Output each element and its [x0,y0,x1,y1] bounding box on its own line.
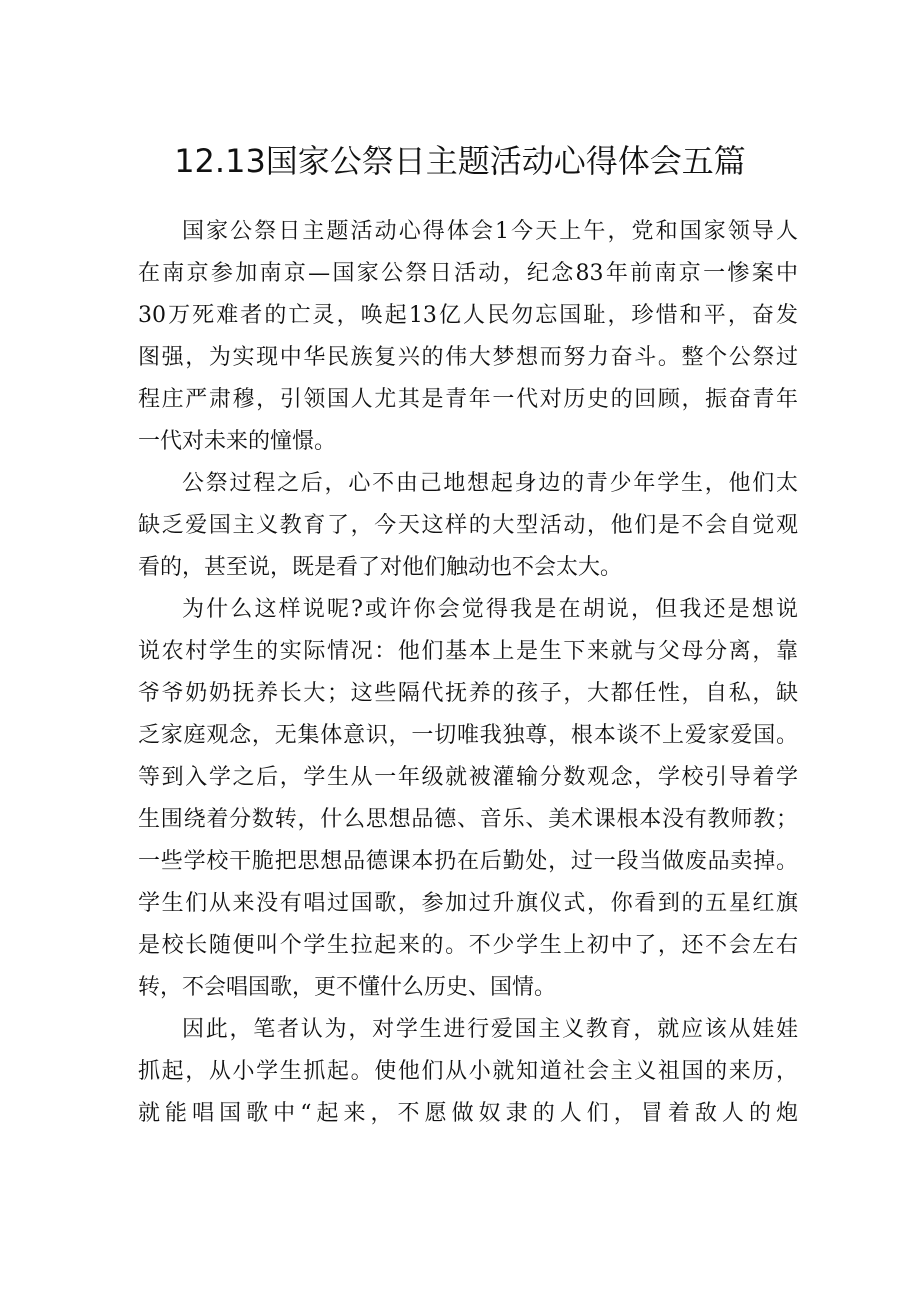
paragraph-line: 学生们从来没有唱过国歌，参加过升旗仪式，你看到的五星红旗 [138,891,798,916]
paragraph-line: 一些学校干脆把思想品德课本扔在后勤处，过一段当做废品卖掉。 [138,849,798,874]
paragraph-line: 转，不会唱国歌，更不懂什么历史、国情。 [138,975,557,1000]
paragraph-line: 缺乏爱国主义教育了，今天这样的大型活动，他们是不会自觉观 [138,513,798,538]
paragraph-line: 30万死难者的亡灵，唤起13亿人民勿忘国耻，珍惜和平，奋发 [138,303,798,328]
document-body [138,211,798,1135]
paragraph-line: 公祭过程之后，心不由己地想起身边的青少年学生，他们太 [182,471,798,496]
paragraph-line: 说农村学生的实际情况：他们基本上是生下来就与父母分离，靠 [138,639,798,664]
paragraph-line: 乏家庭观念，无集体意识，一切唯我独尊，根本谈不上爱家爱国。 [138,723,798,748]
paragraph-line: 爷爷奶奶抚养长大；这些隔代抚养的孩子，大都任性，自私，缺 [138,681,798,706]
page-title: 12.13国家公祭日主题活动心得体会五篇 [174,142,746,181]
paragraph-line: 图强，为实现中华民族复兴的伟大梦想而努力奋斗。整个公祭过 [138,345,798,370]
paragraph-line: 生围绕着分数转，什么思想品德、音乐、美术课根本没有教师教； [138,807,798,832]
paragraph-line: 国家公祭日主题活动心得体会1今天上午，党和国家领导人 [182,219,798,244]
paragraph-line: 是校长随便叫个学生拉起来的。不少学生上初中了，还不会左右 [138,933,798,958]
paragraph-line: 抓起，从小学生抓起。使他们从小就知道社会主义祖国的来历， [138,1059,798,1084]
paragraph-line: 就能唱国歌中“起来，不愿做奴隶的人们，冒着敌人的炮 [138,1101,798,1126]
paragraph-line: 因此，笔者认为，对学生进行爱国主义教育，就应该从娃娃 [182,1017,798,1042]
paragraph-line: 等到入学之后，学生从一年级就被灌输分数观念，学校引导着学 [138,765,798,790]
paragraph-line: 一代对未来的憧憬。 [138,429,337,454]
paragraph-line: 看的，甚至说，既是看了对他们触动也不会太大。 [138,555,623,580]
paragraph-line: 程庄严肃穆，引领国人尤其是青年一代对历史的回顾，振奋青年 [138,387,798,412]
paragraph-line: 在南京参加南京—国家公祭日活动，纪念83年前南京一惨案中 [138,261,798,286]
paragraph-line: 为什么这样说呢?或许你会觉得我是在胡说，但我还是想说 [182,597,798,622]
